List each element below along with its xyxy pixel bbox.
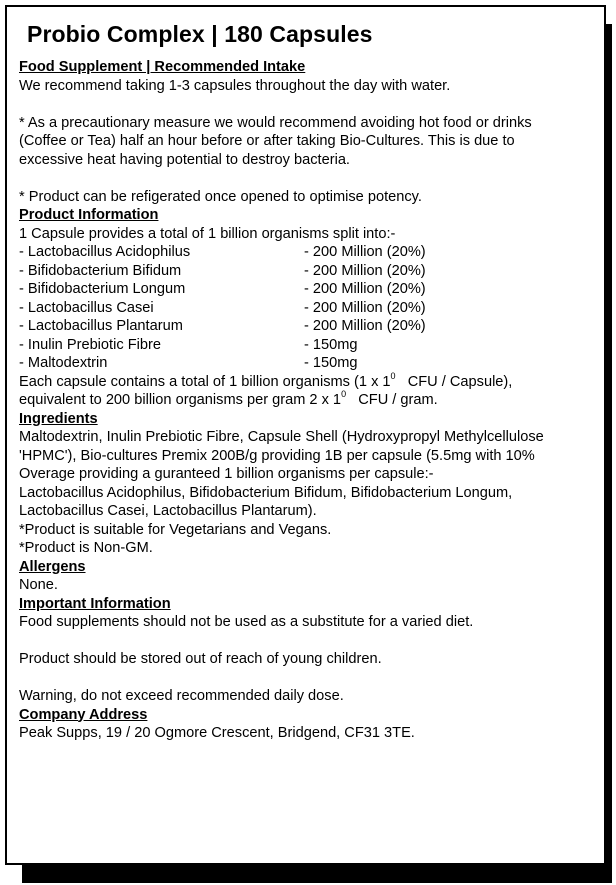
product-info-intro: 1 Capsule provides a total of 1 billion organisms split into:- <box>19 225 396 242</box>
ingredients-line: *Product is Non-GM. <box>19 540 153 556</box>
ingredients-heading: Ingredients <box>19 410 98 427</box>
organism-amount: - 200 Million (20%) <box>304 244 426 260</box>
spacer <box>19 669 607 688</box>
important-line: Product should be stored out of reach of young children. <box>19 651 382 667</box>
product-info-heading: Product Information <box>19 207 159 223</box>
organism-name: - Bifidobacterium Longum <box>19 281 186 297</box>
label-content <box>19 58 607 743</box>
organism-row <box>19 317 607 336</box>
organism-row <box>19 243 607 262</box>
important-line: Warning, do not exceed recommended daily dose. <box>19 688 344 704</box>
ingredients-line: *Product is suitable for Vegetarians and Vegans. <box>19 521 332 538</box>
cfu-exponent: 0 <box>390 370 396 381</box>
organism-row <box>19 354 607 373</box>
cfu-exponent: 0 <box>341 389 347 399</box>
cfu-line <box>19 391 607 410</box>
spacer <box>19 169 607 188</box>
organism-amount: - 150mg <box>304 336 358 353</box>
product-title: Probio Complex | 180 Capsules <box>27 21 373 47</box>
organism-amount: - 200 Million (20%) <box>304 262 426 279</box>
organism-row <box>19 336 607 355</box>
allergens-heading: Allergens <box>19 558 86 575</box>
important-line: Food supplements should not be used as a substitute for a varied diet. <box>19 614 474 630</box>
ingredients-line: Lactobacillus Casei, Lactobacillus Plantarum). <box>19 503 317 519</box>
organism-amount: - 150mg <box>304 355 358 371</box>
organism-name: - Lactobacillus Plantarum <box>19 318 183 334</box>
organism-row <box>19 280 607 299</box>
organism-amount: - 200 Million (20%) <box>304 299 426 316</box>
company-heading: Company Address <box>19 706 148 723</box>
spacer <box>19 632 607 651</box>
cfu-text: CFU / Capsule), <box>395 373 513 390</box>
ingredients-line: Overage providing a guranteed 1 billion organisms per capsule:- <box>19 466 434 482</box>
ingredients-line: 'HPMC'), Bio-cultures Premix 200B/g providing 1B per capsule (5.5mg with 10% <box>19 447 535 464</box>
organism-amount: - 200 Million (20%) <box>304 318 426 334</box>
organism-amount: - 200 Million (20%) <box>304 281 426 297</box>
intake-line: * As a precautionary measure we would recommend avoiding hot food or drinks <box>19 114 532 131</box>
organism-row <box>19 299 607 318</box>
intake-line: * Product can be refigerated once opened to optimise potency. <box>19 188 422 205</box>
company-address: Peak Supps, 19 / 20 Ogmore Crescent, Bridgend, CF31 3TE. <box>19 725 415 741</box>
ingredients-line: Lactobacillus Acidophilus, Bifidobacterium Bifidum, Bifidobacterium Longum, <box>19 484 513 501</box>
organism-name: - Lactobacillus Casei <box>19 299 154 316</box>
label-card <box>5 5 606 865</box>
cfu-text: Each capsule contains a total of 1 billion organisms (1 x 1 <box>19 373 391 390</box>
intake-line: (Coffee or Tea) half an hour before or after taking Bio-Cultures. This is due to <box>19 133 515 149</box>
cfu-text: CFU / gram. <box>346 392 438 408</box>
ingredients-line: Maltodextrin, Inulin Prebiotic Fibre, Capsule Shell (Hydroxypropyl Methylcellulose <box>19 429 544 445</box>
organism-name: - Lactobacillus Acidophilus <box>19 244 191 260</box>
allergens-text: None. <box>19 577 58 593</box>
cfu-line <box>19 370 607 392</box>
intake-line: excessive heat having potential to destroy bacteria. <box>19 151 350 168</box>
spacer <box>19 95 607 114</box>
cfu-text: equivalent to 200 billion organisms per gram 2 x 1 <box>19 392 342 408</box>
important-heading: Important Information <box>19 595 171 612</box>
organism-name: - Maltodextrin <box>19 355 108 371</box>
organism-name: - Inulin Prebiotic Fibre <box>19 336 161 353</box>
intake-heading: Food Supplement | Recommended Intake <box>19 59 306 75</box>
intake-line: We recommend taking 1-3 capsules throughout the day with water. <box>19 77 451 94</box>
organism-name: - Bifidobacterium Bifidum <box>19 262 182 279</box>
organism-row <box>19 262 607 281</box>
